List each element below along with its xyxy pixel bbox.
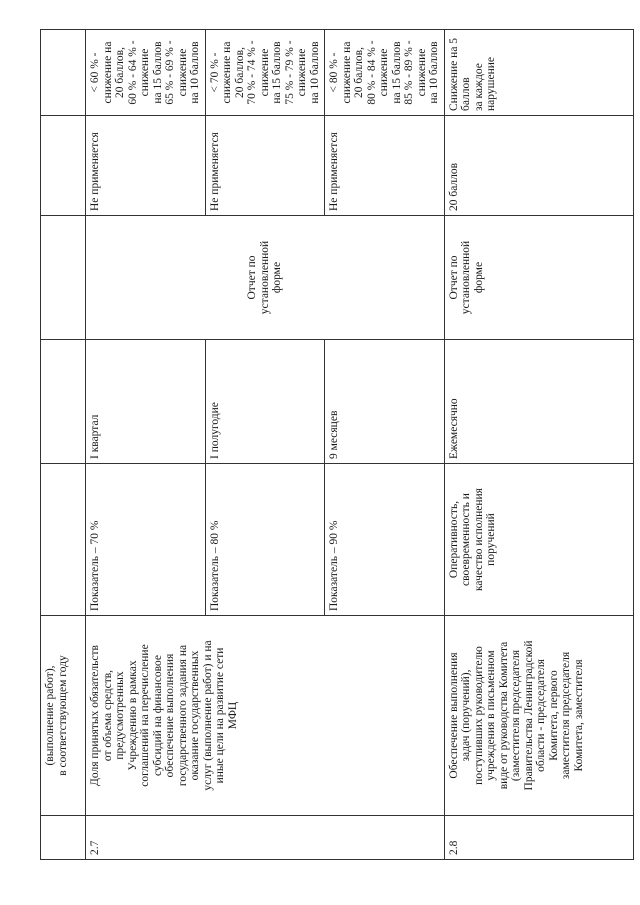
report-form xyxy=(444,216,633,340)
text-line: Обеспечение выполнения xyxy=(447,652,460,779)
text-line: виде от руководства Комитета xyxy=(497,641,510,790)
text-line: Отчет по xyxy=(246,255,258,300)
continuation-row xyxy=(41,30,86,860)
text-line: учреждения в письменном xyxy=(485,650,497,781)
text-line: государственного задания на xyxy=(176,644,189,787)
text-line: на 10 баллов xyxy=(428,41,440,104)
text-line: 20 баллов, xyxy=(233,47,246,98)
text-line: своевременность и xyxy=(460,493,472,586)
criteria-table xyxy=(40,29,634,860)
cell-blank xyxy=(41,216,86,340)
text-line: субсидий на финансовое xyxy=(151,654,164,777)
text-line: на 10 баллов xyxy=(189,41,201,104)
text-line: 70 % - 74 % - снижение xyxy=(246,40,271,105)
base-score: Не применяется xyxy=(86,116,206,216)
reduction-rules xyxy=(325,30,445,116)
period: Ежемесячно xyxy=(444,340,633,464)
text-line: (заместителя председателя xyxy=(510,649,522,782)
text-line: 85 % - 89 % - снижение xyxy=(403,40,428,105)
text-line: задач (поручений), xyxy=(460,669,472,762)
text-line: < 60 % - снижение на xyxy=(89,41,114,104)
table-row-2-7-a xyxy=(86,30,206,860)
text-line: Доля принятых обязательств xyxy=(89,645,101,786)
row-number: 2.8 xyxy=(444,816,633,860)
report-form xyxy=(86,216,445,340)
text-line: качество исполнения xyxy=(472,488,485,591)
base-score: Не применяется xyxy=(325,116,445,216)
cell-blank xyxy=(41,30,86,116)
text-line: установленной xyxy=(460,240,472,315)
reduction-rules xyxy=(205,30,325,116)
cell-blank xyxy=(41,116,86,216)
text-line: 80 % - 84 % - снижение xyxy=(365,40,390,105)
text-line: Отчет по xyxy=(447,255,460,300)
text-line: области - председателя xyxy=(535,659,547,772)
base-score: 20 баллов xyxy=(444,116,633,216)
period: 9 месяцев xyxy=(325,340,445,464)
row-number: 2.7 xyxy=(86,816,445,860)
text-line: услуг (выполнение работ) и на xyxy=(201,640,214,791)
indicator-value: Показатель – 70 % xyxy=(86,464,206,616)
cell-blank xyxy=(41,464,86,616)
text-line: поступивших руководителю xyxy=(472,646,485,785)
text-line: в соответствующем году xyxy=(56,655,69,776)
cell-header-text xyxy=(41,616,86,816)
cell-num-blank xyxy=(41,816,86,860)
text-line: за каждое нарушение xyxy=(472,57,497,111)
table-row-2-8 xyxy=(444,30,633,860)
indicator-value: Показатель – 80 % xyxy=(205,464,325,616)
text-line: форме xyxy=(472,261,485,294)
text-line: < 70 % - снижение на xyxy=(208,41,233,104)
text-line: Снижение на 5 баллов xyxy=(447,37,472,111)
reduction-rules xyxy=(444,30,633,116)
text-line: заместителя председателя xyxy=(560,651,572,780)
criterion-name xyxy=(444,616,633,816)
text-line: на 10 баллов xyxy=(308,41,321,104)
text-line: < 80 % - снижение на xyxy=(328,41,353,104)
text-line: оказание государственных xyxy=(189,650,201,781)
text-line: 20 баллов, xyxy=(114,47,126,98)
cell-blank xyxy=(41,340,86,464)
indicator-value: Показатель – 90 % xyxy=(325,464,445,616)
text-line: 60 % - 64 % - снижение xyxy=(126,40,151,105)
text-line: от объема средств, xyxy=(101,669,114,762)
text-line: (выполнение работ), xyxy=(44,665,56,766)
text-line: соглашений на перечисление xyxy=(139,644,151,787)
base-score: Не применяется xyxy=(205,116,325,216)
text-line: обеспечение выполнения xyxy=(164,653,176,778)
text-line: МФЦ xyxy=(226,701,239,730)
period: I квартал xyxy=(86,340,206,464)
text-line: Правительства Ленинградской xyxy=(522,640,535,791)
text-line: 75 % - 79 % - снижение xyxy=(283,40,308,105)
criterion-name xyxy=(86,616,445,816)
text-line: форме xyxy=(271,261,283,294)
text-line: Комитета, первого xyxy=(547,670,560,761)
text-line: Учреждению в рамках xyxy=(126,660,139,771)
period: I полугодие xyxy=(205,340,325,464)
text-line: 65 % - 69 % - снижение xyxy=(164,40,189,105)
text-line: 20 баллов, xyxy=(353,47,365,98)
text-line: иные цели на развитие сети xyxy=(214,647,226,784)
rotated-document-page xyxy=(40,37,585,860)
text-line: Оперативность, xyxy=(447,500,460,579)
text-line: предусмотренных xyxy=(114,671,126,760)
text-line: Комитета, заместителя xyxy=(572,659,585,772)
reduction-rules xyxy=(86,30,206,116)
text-line: на 15 баллов xyxy=(390,41,403,104)
text-line: на 15 баллов xyxy=(151,41,164,104)
text-line: поручений xyxy=(485,513,497,566)
text-line: установленной xyxy=(258,240,271,315)
indicator-value xyxy=(444,464,633,616)
text-line: на 15 баллов xyxy=(271,41,283,104)
